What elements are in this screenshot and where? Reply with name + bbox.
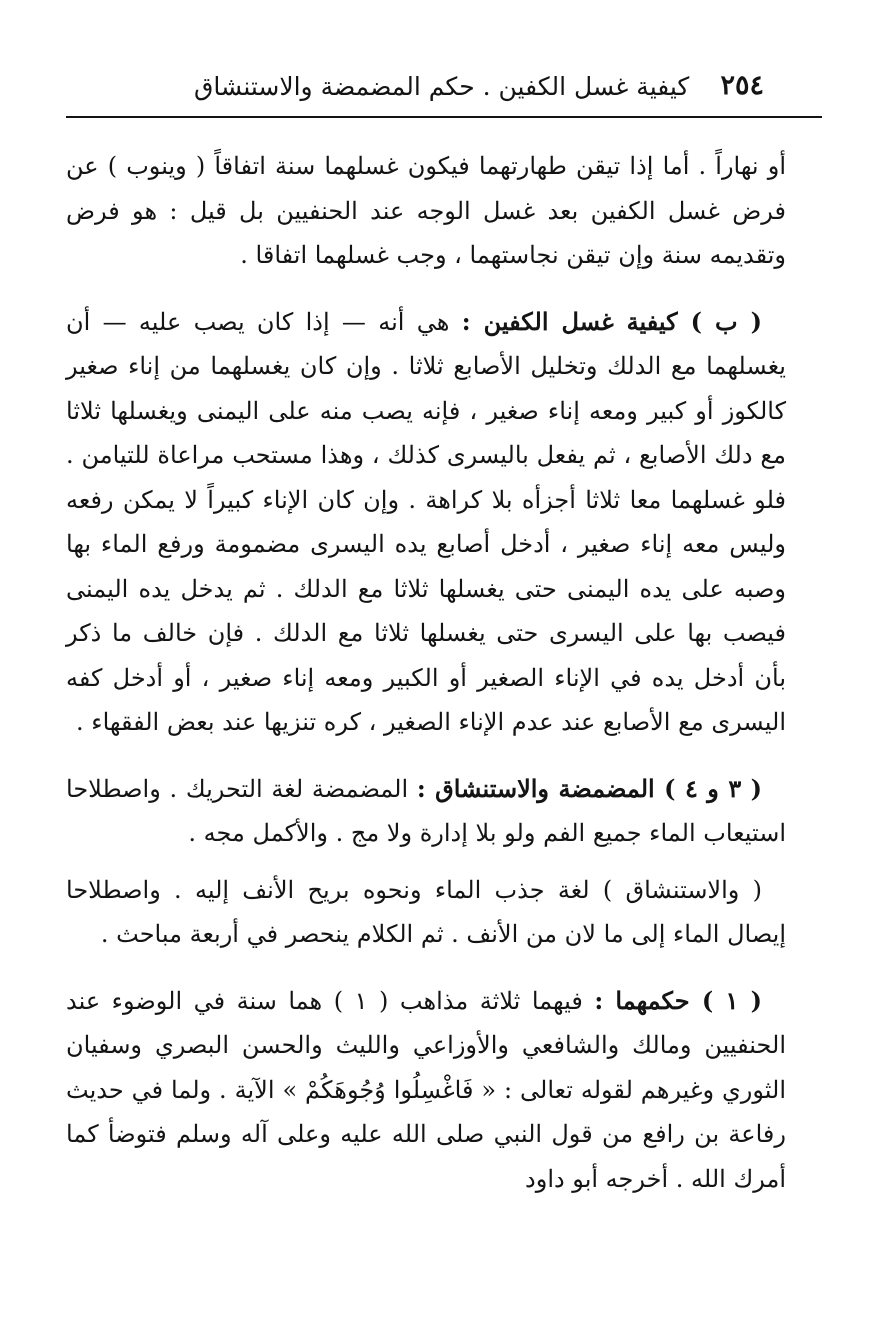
paragraph-text: المضمضة لغة التحريك . واصطلاحا استيعاب الماء جميع الفم ولو بلا إدارة ولا مج . والأكمل مجه . xyxy=(66,774,786,847)
section-heading: ( ٣ و ٤ ) المضمضة والاستنشاق : xyxy=(416,773,762,803)
paragraph-text: هي أنه — إذا كان يصب عليه — أن يغسلهما مع الدلك وتخليل الأصابع ثلاثا . وإن كان يغسلهما من إناء صغير كالكوز أو كبير ومعه إناء صغير ، فإنه يصب منه على اليمنى ويغسلها ثلاثا مع دلك الأصابع ، ثم يفعل باليسرى كذلك ، وهذا مستحب مراعاة للتيامن . فلو غسلهما معا ثلاثا أجزأه بلا كراهة . وإن كان الإناء كبيراً لا يمكن رفعه وليس معه إناء صغير ، أدخل أصابع يده اليسرى مضمومة ورفع الماء بها وصبه على يده اليمنى حتى يغسلها ثلاثا مع الدلك . ثم يدخل يده اليمنى فيصب بها على اليسرى حتى يغسلها ثلاثا مع الدلك . فإن خالف ما ذكر بأن أدخل يده في الإناء الصغير أو الكبير ومعه إناء صغير ، أو أدخل كفه اليسرى مع الأصابع عند عدم الإناء الصغير ، كره تنزيها عند بعض الفقهاء . xyxy=(66,307,787,736)
paragraph-text: ( والاستنشاق ) لغة جذب الماء ونحوه بريح الأنف إليه . واصطلاحا إيصال الماء إلى ما لان من الأنف . ثم الكلام ينحصر في أربعة مباحث . xyxy=(66,875,786,948)
paragraph-text: فيهما ثلاثة مذاهب ( ١ ) هما سنة في الوضوء عند الحنفيين ومالك والشافعي والأوزاعي والليث والحسن البصري وسفيان الثوري وغيرهم لقوله تعالى : « فَاغْسِلُوا وُجُوهَكُمْ » الآية . ولما في حديث رفاعة بن رافع من قول النبي صلى الله عليه وعلى آله وسلم فتوضأ كما أمرك الله . أخرجه أبو داود xyxy=(66,986,786,1193)
section-heading: ( ب ) كيفية غسل الكفين : xyxy=(461,306,762,336)
page-body xyxy=(66,144,786,1201)
running-title: كيفية غسل الكفين . حكم المضمضة والاستنشاق xyxy=(194,72,690,101)
section-heading: ( ١ ) حكمهما : xyxy=(594,985,762,1015)
paragraph-istinshaq xyxy=(66,868,786,957)
paragraph-wash-hands xyxy=(66,300,786,745)
header-rule xyxy=(66,116,822,118)
page-header xyxy=(66,0,786,124)
paragraph-text: أو نهاراً . أما إذا تيقن طهارتهما فيكون غسلهما سنة اتفاقاً ( وينوب ) عن فرض غسل الكفين بعد غسل الوجه عند الحنفيين بل قيل : هو فرض وتقديمه سنة وإن تيقن نجاستهما ، وجب غسلهما اتفاقا . xyxy=(66,152,786,269)
page-number: ٢٥٤ xyxy=(720,70,764,101)
paragraph-mouth-nose xyxy=(66,767,786,856)
paragraph-intro xyxy=(66,144,786,278)
paragraph-ruling xyxy=(66,979,786,1202)
